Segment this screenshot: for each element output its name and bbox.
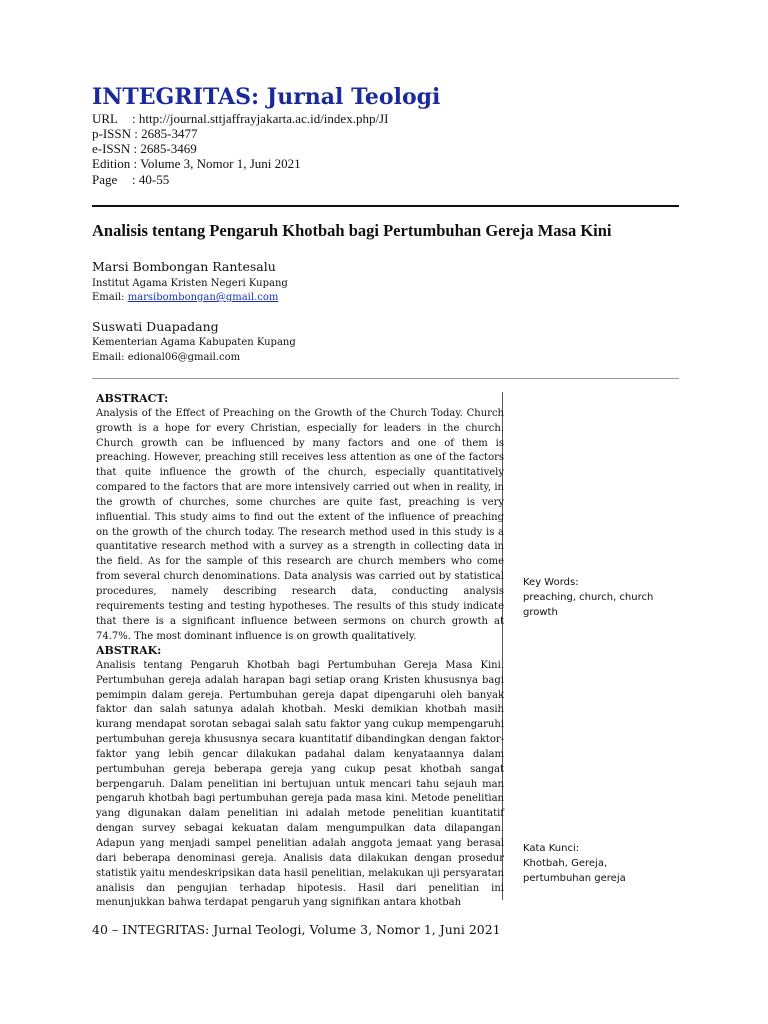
abstrak-heading: ABSTRAK: [96, 644, 162, 657]
page-label: Page [92, 172, 118, 187]
journal-pages [92, 172, 169, 187]
journal-pissn: p-ISSN : 2685-3477 [92, 126, 198, 141]
author-institution-1: Institut Agama Kristen Negeri Kupang [92, 278, 288, 289]
keywords-english [523, 575, 673, 620]
kata-kunci-label: Kata Kunci: [523, 843, 580, 854]
email-label: Email: [92, 292, 125, 303]
abstract-text: Analysis of the Effect of Preaching on the Growth of the Church Today. Church growth is a hope for every Christian, especially for leaders in the church. Church growth can be influenced by many factors and one of them is preaching. However, preaching still receives less attention as one of the factors that quite influence the growth of the church, especially quantitatively compared to the factors that are more intensively carried out when in reality, in the growth of churches, some churches are quite fast, preaching is very influential. This study aims to find out the extent of the influence of preaching on the growth of the church today. The research method used in this study is a quantitative research method with a survey as a strength in collecting data in the field. As for the sample of this research are church members who come from several church denominations. Data analysis was carried out by statistical procedures, namely describing research data, conducting analysis requirements testing and testing hypotheses. The results of this study indicate that there is a significant influence between sermons on church growth at 74.7%. The most dominant influence is on growth qualitatively. [96, 407, 504, 642]
url-label: URL [92, 111, 118, 126]
page-footer: 40 – INTEGRITAS: Jurnal Teologi, Volume 3, Nomor 1, Juni 2021 [92, 922, 501, 937]
abstract-heading: ABSTRACT: [96, 392, 169, 405]
author-email-2: edional06@gmail.com [127, 352, 241, 363]
email-label: Email: [92, 352, 125, 363]
author-institution-2: Kementerian Agama Kabupaten Kupang [92, 337, 296, 348]
journal-title: INTEGRITAS: Jurnal Teologi [92, 84, 441, 110]
page-value: : 40-55 [132, 172, 170, 187]
journal-edition: Edition : Volume 3, Nomor 1, Juni 2021 [92, 156, 301, 171]
journal-url[interactable] [92, 111, 388, 126]
abstrak-text: Analisis tentang Pengaruh Khotbah bagi Pertumbuhan Gereja Masa Kini. Pertumbuhan gereja adalah harapan bagi setiap orang Kristen khususnya bagi pemimpin dalam gereja. Pertumbuhan gereja dapat dipengaruhi oleh banyak faktor dan salah satunya adalah khotbah. Meski demikian khotbah masih kurang mendapat sorotan sebagai salah satu faktor yang cukup mempengaruhi pertumbuhan gereja khususnya secara kuantitatif dibandingkan dengan faktor-faktor yang lebih gencar dilakukan padahal dalam kenyataannya dalam pertumbuhan gereja beberapa gereja yang cukup pesat khotbah sangat berpengaruh. Dalam penelitian ini bertujuan untuk mencari tahu sejauh man pengaruh khotbah bagi pertumbuhan gereja pada masa kini. Metode penelitian yang digunakan dalam penelitian ini adalah metode penelitian kuantitatif dengan survey sebagai kekuatan dalam mengumpulkan data dilapangan. Adapun yang menjadi sampel penelitian adalah anggota jemaat yang berasal dari beberapa denominasi gereja. Analisis data dilakukan dengan prosedur statistik yaitu mendeskripsikan data hasil penelitian, melakukan uji persyaratan analisis dan pengujian terhadap hipotesis. Hasil dari penelitian ini menunjukkan bahwa terdapat pengaruh yang signifikan antara khotbah [96, 659, 504, 909]
author-email-line-1 [92, 290, 278, 305]
kata-kunci-text: Khotbah, Gereja, pertumbuhan gereja [523, 858, 626, 884]
keywords-text: preaching, church, church growth [523, 592, 654, 618]
abstract-indonesian [96, 644, 504, 909]
top-divider [92, 205, 679, 207]
author-name-2: Suswati Duapadang [92, 319, 219, 334]
article-title: Analisis tentang Pengaruh Khotbah bagi Pertumbuhan Gereja Masa Kini [92, 221, 612, 240]
author-email-line-2 [92, 350, 240, 365]
author-email-link-1[interactable]: marsibombongan@gmail.com [127, 292, 279, 303]
keywords-indonesian [523, 841, 673, 886]
middle-divider [92, 378, 679, 379]
author-name-1: Marsi Bombongan Rantesalu [92, 259, 276, 274]
keywords-label: Key Words: [523, 577, 579, 588]
url-value[interactable]: : http://journal.sttjaffrayjakarta.ac.id/index.php/JI [132, 111, 389, 126]
abstract-english [96, 392, 504, 644]
journal-eissn: e-ISSN : 2685-3469 [92, 141, 197, 156]
